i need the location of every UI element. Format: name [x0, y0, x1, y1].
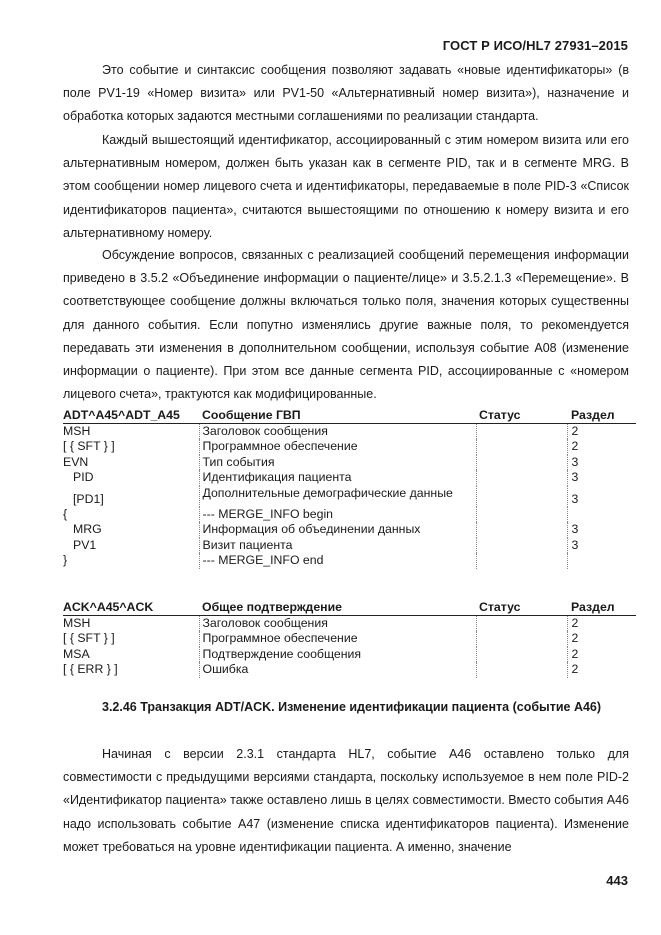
- table-row: [63, 553, 636, 568]
- description-cell: Программное обеспечение: [199, 631, 476, 646]
- status-cell: [476, 455, 567, 470]
- table-row: [63, 538, 636, 553]
- section-cell: 2: [567, 647, 636, 662]
- segment-cell: PV1: [73, 537, 97, 552]
- paragraph-higher-identifiers: Каждый вышестоящий идентификатор, ассоциированный с этим номером визита или его альтернативным номером, должен быть указан как в сегменте PID, так и в сегменте MRG. В этом сообщении номер лицевого счета и идентификаторы, передаваемые в поле PID-3 «Список идентификаторов пациента», считаются вышестоящими по отношению к номеру визита и его альтернативному номеру.: [63, 133, 629, 240]
- description-cell: Идентификация пациента: [199, 470, 476, 485]
- table-row: [63, 455, 636, 470]
- section-cell: 3: [567, 538, 636, 553]
- description-cell: Заголовок сообщения: [199, 424, 476, 440]
- column-header-status: Статус: [476, 407, 567, 424]
- paragraph-new-identifiers: Это событие и синтаксис сообщения позволяют задавать «новые идентификаторы» (в поле PV1-19 «Номер визита» или PV1-50 «Альтернативный номер визита»), назначение и обработка которых задаются местными соглашениями по реализации стандарта.: [63, 63, 629, 124]
- description-cell: Подтверждение сообщения: [199, 647, 476, 662]
- section-cell: [567, 507, 636, 522]
- segment-cell: }: [63, 553, 68, 568]
- section-cell: 2: [567, 439, 636, 454]
- section-cell: 3: [567, 486, 636, 507]
- paragraph-a46-description: Начиная с версии 2.3.1 стандарта HL7, событие A46 оставлено только для совместимости с предыдущими версиями стандарта, поскольку используемое в нем поле PID-2 «Идентификатор пациента» также оставлено лишь в целях совместимости. Вместо события A46 надо использовать событие A47 (изменение списка идентификаторов пациента). Изменение может требоваться на уровне идентификации пациента. А именно, значение: [63, 747, 629, 854]
- section-cell: 2: [567, 662, 636, 677]
- table-row: [63, 486, 636, 507]
- table-row: [63, 662, 636, 677]
- table-row: [63, 470, 636, 485]
- status-cell: [476, 553, 567, 568]
- column-header-description: Общее подтверждение: [199, 599, 476, 616]
- section-cell: 2: [567, 616, 636, 632]
- section-title: Транзакция ADT/ACK. Изменение идентификации пациента (событие A46): [140, 700, 602, 714]
- description-cell: Тип события: [199, 455, 476, 470]
- section-cell: 2: [567, 631, 636, 646]
- segment-cell: EVN: [63, 454, 89, 469]
- section-cell: [567, 553, 636, 568]
- description-cell: Дополнительные демографические данные: [199, 486, 476, 507]
- column-header-description: Сообщение ГВП: [199, 407, 476, 424]
- segment-cell: MSA: [63, 646, 90, 661]
- column-header-status: Статус: [476, 599, 567, 616]
- segment-cell: {: [63, 507, 68, 522]
- paragraph-merge-discussion: Обсуждение вопросов, связанных с реализацией сообщений перемещения информации приведено в 3.5.2 «Объединение информации о пациенте/лице» и 3.5.2.1.3 «Перемещение». В соответствующее сообщение должны включаться только поля, значения которых существенны для данного события. Если попутно изменялись другие важные поля, то рекомендуется передавать эти изменения в дополнительном сообщении, используя событие A08 (изменение информации о пациенте). При этом все данные сегмента PID, ассоциированные с «номером лицевого счета», трактуются как модифицированные.: [63, 248, 629, 402]
- segment-cell: PID: [73, 470, 94, 485]
- segment-cell: MSH: [63, 616, 91, 630]
- status-cell: [476, 616, 567, 632]
- status-cell: [476, 662, 567, 677]
- table-header-row: [63, 599, 636, 616]
- description-cell: --- MERGE_INFO begin: [199, 507, 476, 522]
- status-cell: [476, 631, 567, 646]
- section-cell: 2: [567, 424, 636, 440]
- table-row: [63, 507, 636, 522]
- table-row: [63, 616, 636, 632]
- description-cell: Заголовок сообщения: [199, 616, 476, 632]
- segment-cell: [ { SFT } ]: [63, 631, 115, 646]
- segment-cell: [ { SFT } ]: [63, 439, 115, 454]
- description-cell: Программное обеспечение: [199, 439, 476, 454]
- segment-cell: [ { ERR } ]: [63, 662, 118, 677]
- section-number: 3.2.46: [102, 700, 137, 714]
- page-number: 443: [606, 873, 628, 888]
- document-standard-header: ГОСТ Р ИСО/HL7 27931–2015: [442, 38, 628, 53]
- status-cell: [476, 507, 567, 522]
- table-row: [63, 522, 636, 537]
- section-cell: 3: [567, 455, 636, 470]
- status-cell: [476, 486, 567, 507]
- table-row: [63, 424, 636, 440]
- status-cell: [476, 439, 567, 454]
- status-cell: [476, 647, 567, 662]
- section-cell: 3: [567, 470, 636, 485]
- status-cell: [476, 470, 567, 485]
- description-cell: --- MERGE_INFO end: [199, 553, 476, 568]
- table-row: [63, 647, 636, 662]
- column-header-message: ACK^A45^ACK: [63, 599, 199, 616]
- column-header-section: Раздел: [567, 599, 636, 616]
- status-cell: [476, 522, 567, 537]
- section-cell: 3: [567, 522, 636, 537]
- table-header-row: [63, 407, 636, 424]
- description-cell: Ошибка: [199, 662, 476, 677]
- adt-a45-message-table: [63, 407, 636, 569]
- table-row: [63, 631, 636, 646]
- status-cell: [476, 538, 567, 553]
- segment-cell: [PD1]: [73, 491, 104, 506]
- status-cell: [476, 424, 567, 440]
- segment-cell: MSH: [63, 424, 91, 438]
- description-cell: Визит пациента: [199, 538, 476, 553]
- column-header-message: ADT^A45^ADT_A45: [63, 407, 199, 424]
- description-cell: Информация об объединении данных: [199, 522, 476, 537]
- segment-cell: MRG: [73, 522, 102, 537]
- ack-a45-message-table: [63, 599, 636, 678]
- table-row: [63, 439, 636, 454]
- column-header-section: Раздел: [567, 407, 636, 424]
- section-heading-3-2-46: [63, 696, 629, 719]
